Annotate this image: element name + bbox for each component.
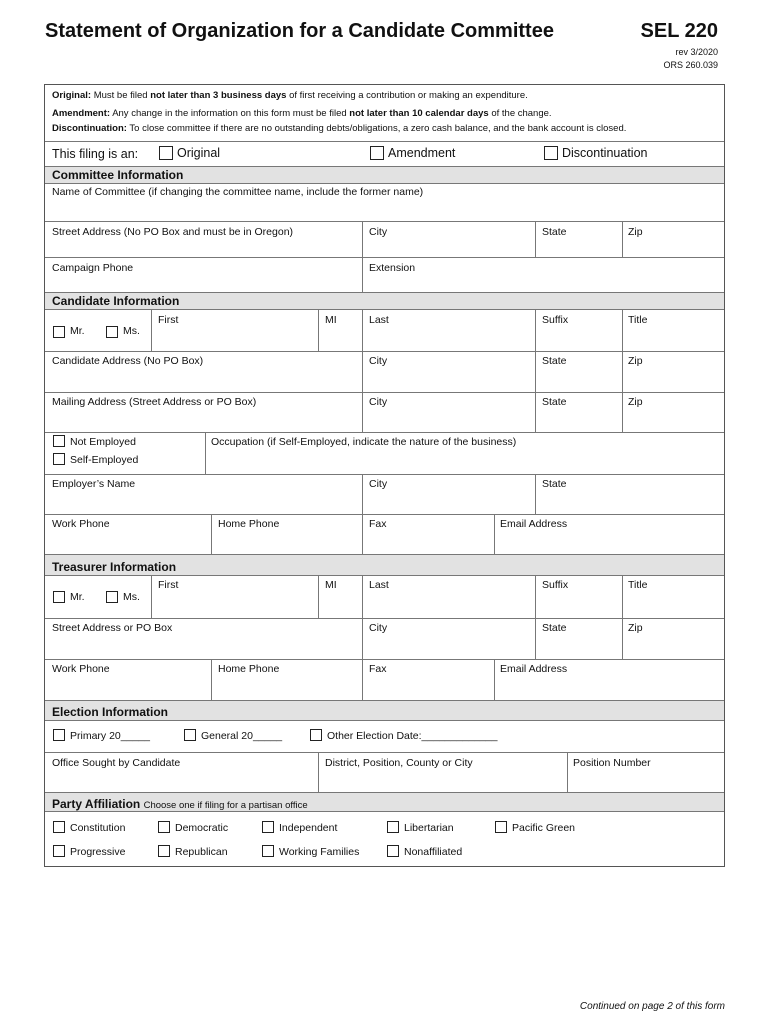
candidate-zip-label: Zip xyxy=(628,355,643,367)
election-section-header: Election Information xyxy=(45,700,724,721)
nonaffiliated-checkbox[interactable] xyxy=(387,845,399,857)
statute-reference: ORS 260.039 xyxy=(663,60,718,70)
libertarian-label: Libertarian xyxy=(404,822,454,834)
amendment-text-2: of the change. xyxy=(491,108,552,119)
treasurer-city-label: City xyxy=(369,622,388,634)
mailing-address-label: Mailing Address (Street Address or PO Box) xyxy=(52,396,257,408)
form-number: SEL 220 xyxy=(640,20,718,42)
treasurer-work-phone-label: Work Phone xyxy=(52,663,110,675)
committee-street-label: Street Address (No PO Box and must be in Oregon) xyxy=(52,226,294,238)
working-families-label: Working Families xyxy=(279,846,360,858)
constitution-label: Constitution xyxy=(70,822,126,834)
occupation-label: Occupation (if Self-Employed, indicate the nature of the business) xyxy=(211,436,517,448)
party-subheading: Choose one if filing for a partisan office xyxy=(143,800,308,811)
campaign-phone-label: Campaign Phone xyxy=(52,262,134,274)
committee-city-label: City xyxy=(369,226,388,238)
filing-type-label: This filing is an: xyxy=(52,147,139,161)
treasurer-zip-label: Zip xyxy=(628,622,643,634)
not-employed-checkbox[interactable] xyxy=(53,435,65,447)
treasurer-mr-label: Mr. xyxy=(70,591,85,603)
candidate-ms-label: Ms. xyxy=(123,325,140,337)
amendment-label: Amendment: xyxy=(52,108,111,119)
discontinuation-text: To close committee if there are no outstanding debts/obligations, a zero cash balance, and the bank account is closed. xyxy=(129,123,627,134)
progressive-label: Progressive xyxy=(70,846,126,858)
candidate-first-label: First xyxy=(158,314,179,326)
amendment-deadline: not later than 10 calendar days xyxy=(349,108,489,119)
original-checkbox[interactable] xyxy=(159,146,173,160)
treasurer-last-label: Last xyxy=(369,579,389,591)
working-families-checkbox[interactable] xyxy=(262,845,274,857)
amendment-option-label: Amendment xyxy=(388,146,456,160)
instruction-amendment xyxy=(52,108,552,119)
treasurer-state-label: State xyxy=(542,622,567,634)
mailing-zip-label: Zip xyxy=(628,396,643,408)
candidate-mr-checkbox[interactable] xyxy=(53,326,65,338)
discontinuation-checkbox[interactable] xyxy=(544,146,558,160)
pacific-green-checkbox[interactable] xyxy=(495,821,507,833)
candidate-suffix-label: Suffix xyxy=(542,314,569,326)
candidate-email-label: Email Address xyxy=(500,518,568,530)
treasurer-suffix-label: Suffix xyxy=(542,579,569,591)
treasurer-mi-label: MI xyxy=(325,579,337,591)
democratic-checkbox[interactable] xyxy=(158,821,170,833)
treasurer-first-label: First xyxy=(158,579,179,591)
primary-label: Primary 20_____ xyxy=(70,730,150,742)
candidate-last-label: Last xyxy=(369,314,389,326)
committee-name-label: Name of Committee (if changing the committee name, include the former name) xyxy=(52,186,424,198)
district-label: District, Position, County or City xyxy=(325,757,473,769)
committee-zip-label: Zip xyxy=(628,226,643,238)
treasurer-email-label: Email Address xyxy=(500,663,568,675)
employer-name-label: Employer’s Name xyxy=(52,478,136,490)
continued-note: Continued on page 2 of this form xyxy=(579,1001,725,1012)
discontinuation-label: Discontinuation: xyxy=(52,123,127,134)
candidate-city-label: City xyxy=(369,355,388,367)
mailing-city-label: City xyxy=(369,396,388,408)
discontinuation-option-label: Discontinuation xyxy=(562,146,648,160)
other-election-checkbox[interactable] xyxy=(310,729,322,741)
statement-form xyxy=(44,84,725,867)
original-text-2: of first receiving a contribution or making an expenditure. xyxy=(289,90,528,101)
self-employed-label: Self-Employed xyxy=(70,454,139,466)
libertarian-checkbox[interactable] xyxy=(387,821,399,833)
mailing-state-label: State xyxy=(542,396,567,408)
extension-label: Extension xyxy=(369,262,416,274)
revision-info xyxy=(663,46,718,72)
party-section-header xyxy=(45,792,724,812)
nonaffiliated-label: Nonaffiliated xyxy=(404,846,463,858)
primary-checkbox[interactable] xyxy=(53,729,65,741)
self-employed-checkbox[interactable] xyxy=(53,453,65,465)
not-employed-label: Not Employed xyxy=(70,436,136,448)
other-election-label: Other Election Date:_____________ xyxy=(327,730,498,742)
original-text: Must be filed xyxy=(93,90,148,101)
revision-date: rev 3/2020 xyxy=(675,47,718,57)
general-checkbox[interactable] xyxy=(184,729,196,741)
instruction-discontinuation xyxy=(52,123,626,134)
treasurer-ms-label: Ms. xyxy=(123,591,140,603)
treasurer-ms-checkbox[interactable] xyxy=(106,591,118,603)
amendment-checkbox[interactable] xyxy=(370,146,384,160)
treasurer-street-label: Street Address or PO Box xyxy=(52,622,173,634)
candidate-ms-checkbox[interactable] xyxy=(106,326,118,338)
candidate-section-header: Candidate Information xyxy=(45,292,724,310)
amendment-text: Any change in the information on this form must be filed xyxy=(112,108,347,119)
treasurer-mr-checkbox[interactable] xyxy=(53,591,65,603)
candidate-home-phone-label: Home Phone xyxy=(218,518,280,530)
candidate-fax-label: Fax xyxy=(369,518,387,530)
candidate-title-label: Title xyxy=(628,314,648,326)
treasurer-home-phone-label: Home Phone xyxy=(218,663,280,675)
page-title: Statement of Organization for a Candidate Committee xyxy=(45,20,554,42)
treasurer-section-header: Treasurer Information xyxy=(45,554,724,576)
party-heading: Party Affiliation xyxy=(52,797,141,811)
candidate-address-label: Candidate Address (No PO Box) xyxy=(52,355,204,367)
instruction-original xyxy=(52,90,528,101)
independent-checkbox[interactable] xyxy=(262,821,274,833)
position-number-label: Position Number xyxy=(573,757,651,769)
employer-state-label: State xyxy=(542,478,567,490)
original-label: Original: xyxy=(52,90,92,101)
treasurer-title-label: Title xyxy=(628,579,648,591)
candidate-mr-label: Mr. xyxy=(70,325,85,337)
treasurer-fax-label: Fax xyxy=(369,663,387,675)
original-option-label: Original xyxy=(177,146,221,160)
original-deadline: not later than 3 business days xyxy=(150,90,287,101)
progressive-checkbox[interactable] xyxy=(53,845,65,857)
pacific-green-label: Pacific Green xyxy=(512,822,576,834)
candidate-work-phone-label: Work Phone xyxy=(52,518,110,530)
committee-section-header: Committee Information xyxy=(45,166,724,184)
general-label: General 20_____ xyxy=(201,730,283,742)
republican-label: Republican xyxy=(175,846,228,858)
constitution-checkbox[interactable] xyxy=(53,821,65,833)
employer-city-label: City xyxy=(369,478,388,490)
committee-state-label: State xyxy=(542,226,567,238)
candidate-mi-label: MI xyxy=(325,314,337,326)
independent-label: Independent xyxy=(279,822,338,834)
office-sought-label: Office Sought by Candidate xyxy=(52,757,181,769)
candidate-state-label: State xyxy=(542,355,567,367)
democratic-label: Democratic xyxy=(175,822,229,834)
republican-checkbox[interactable] xyxy=(158,845,170,857)
